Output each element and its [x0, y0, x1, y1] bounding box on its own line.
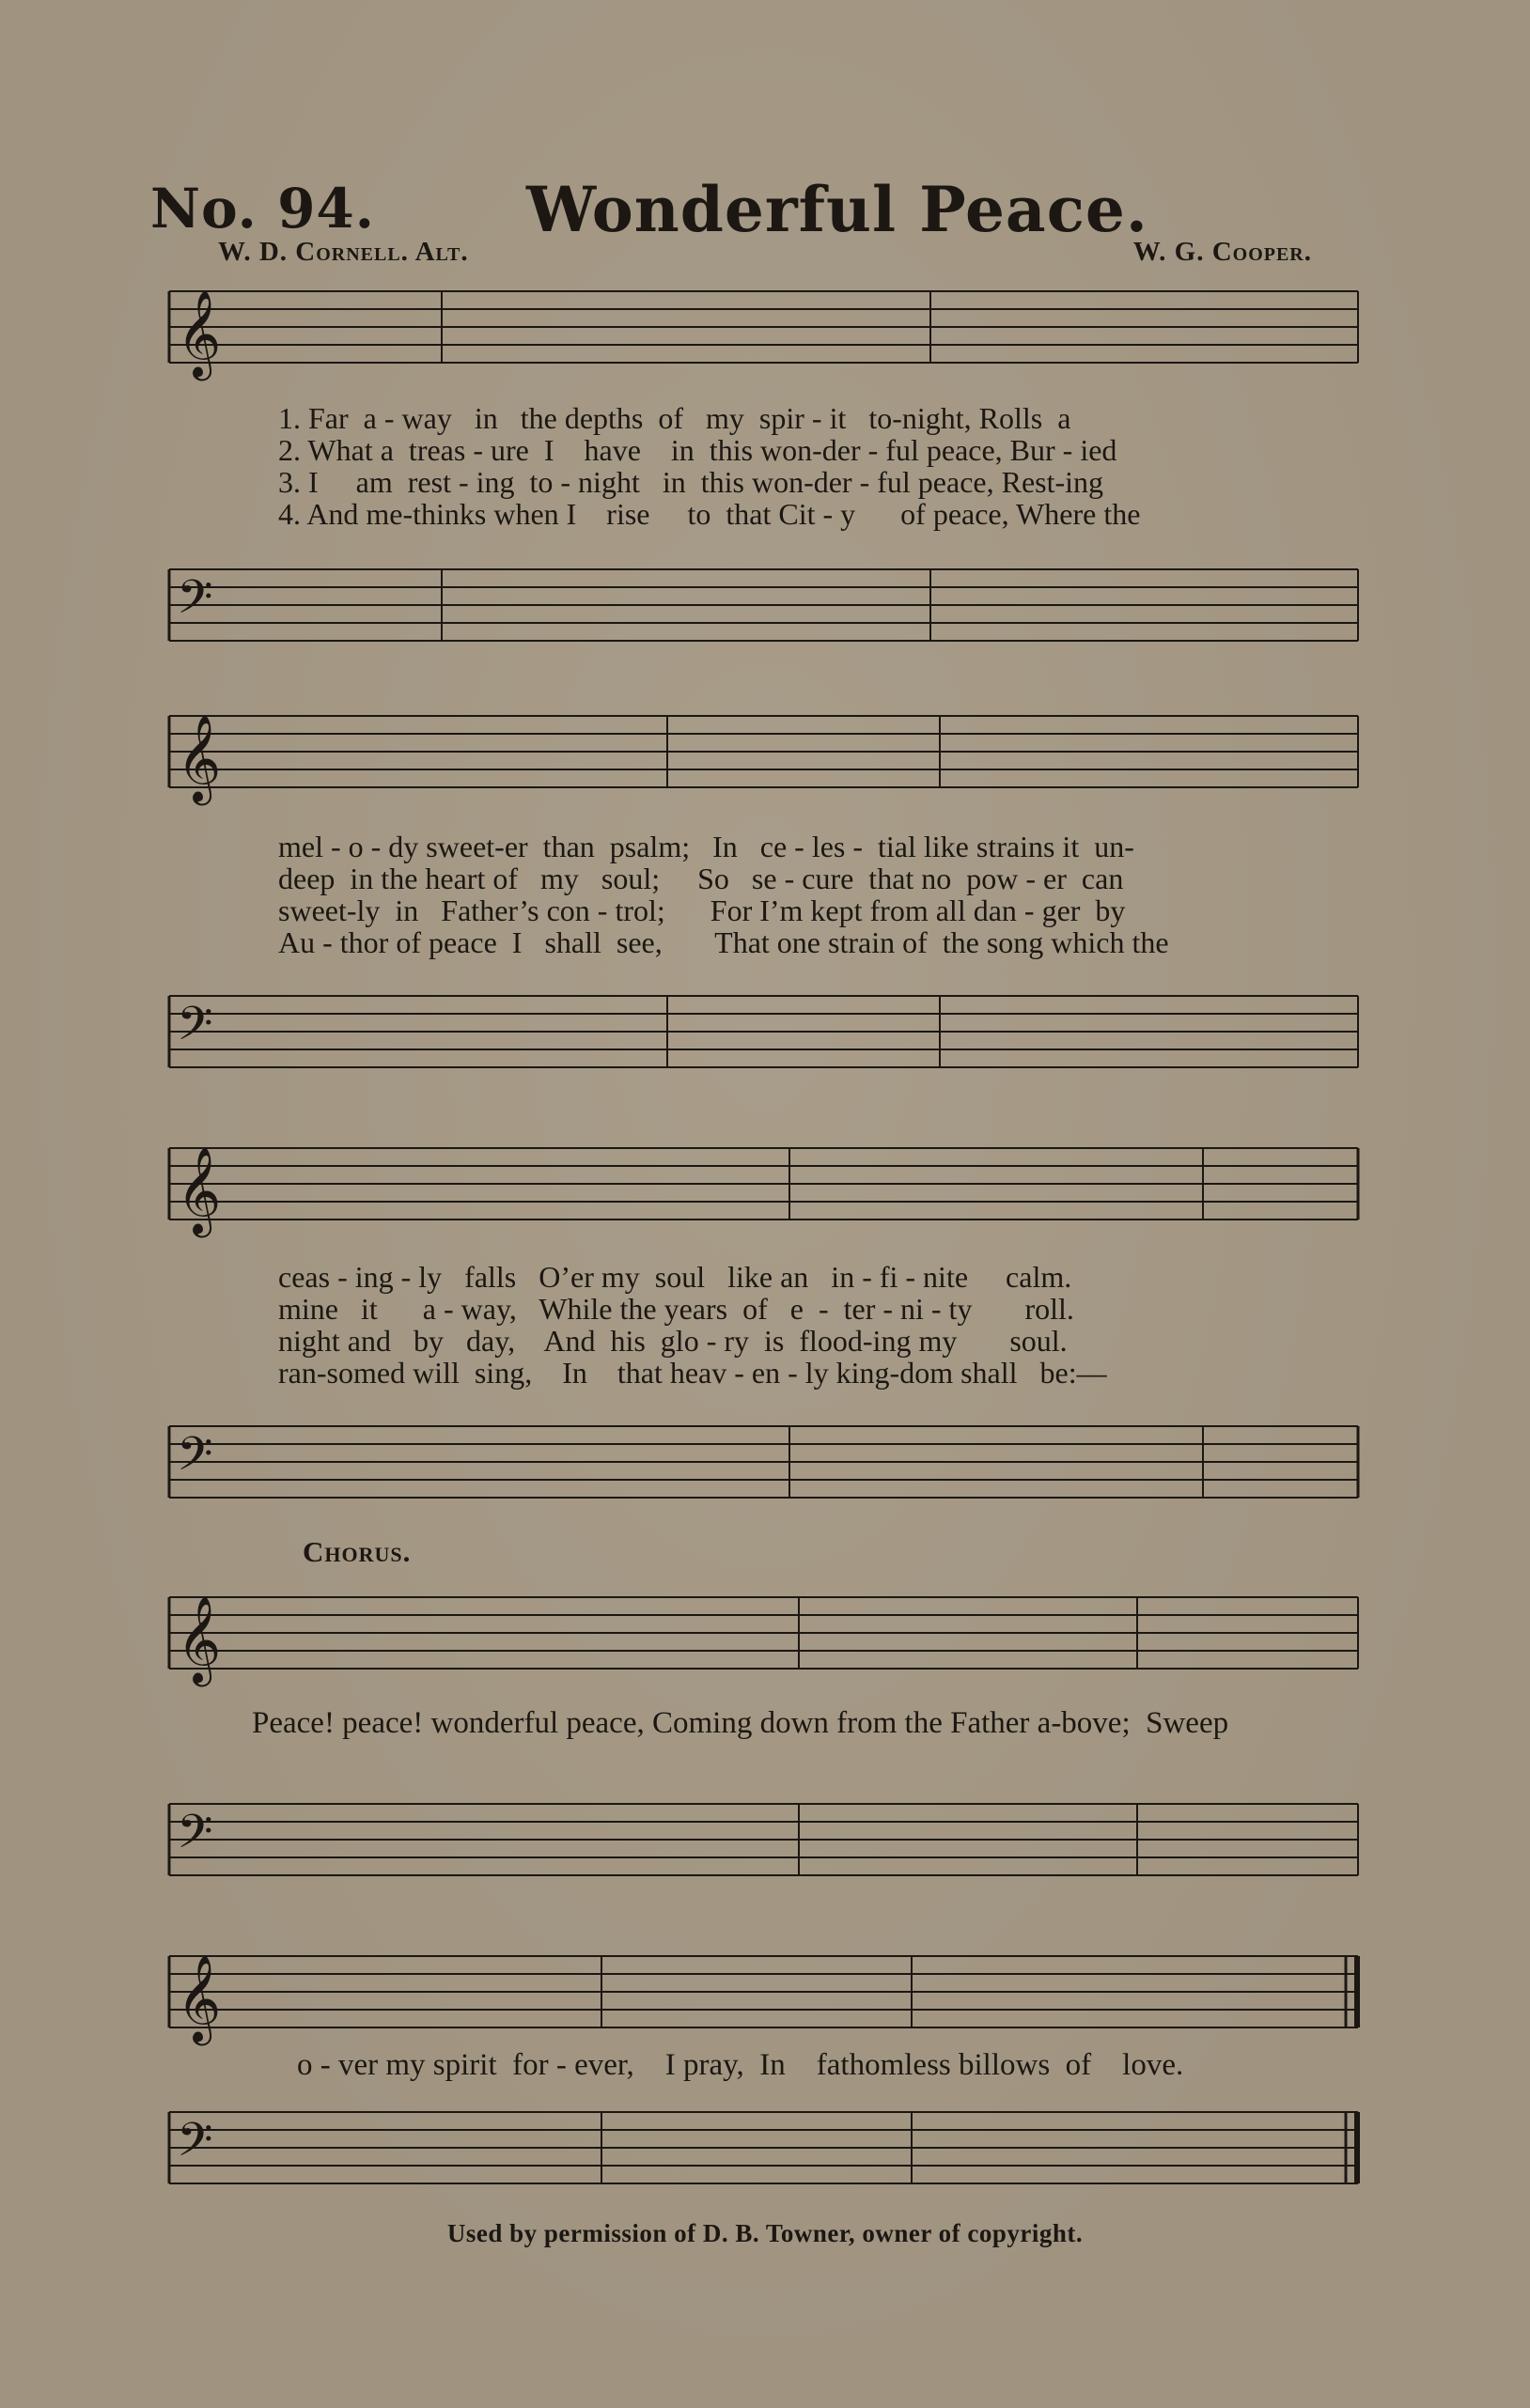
treble-staff-2: [160, 707, 1372, 800]
verse-3-line-1: 3. I am rest - ing to - night in this won-der - ful peace, Rest-ing: [278, 465, 1104, 499]
svg-text:𝄞: 𝄞: [177, 1146, 222, 1234]
verse-4-line-1: 4. And me-thinks when I rise to that Cit - y of peace, Where the: [278, 497, 1141, 531]
lyricist-credit: W. D. Cornell. Alt.: [218, 237, 469, 267]
svg-text:𝄢: 𝄢: [177, 1427, 213, 1493]
hymn-number: No. 94.: [150, 177, 375, 241]
treble-staff-3: [160, 1139, 1372, 1233]
svg-text:𝄢: 𝄢: [177, 2113, 213, 2179]
verse-2-line-1: 2. What a treas - ure I have in this won-der - ful peace, Bur - ied: [278, 433, 1117, 467]
hymn-title: Wonderful Peace.: [526, 173, 1148, 246]
bass-staff-chorus-2: [160, 2103, 1372, 2197]
system-2-verses: [278, 831, 1169, 958]
chorus-line-2: o - ver my spirit for - ever, I pray, In fathomless billows of love.: [297, 2048, 1184, 2082]
chorus-label: Chorus.: [303, 1535, 412, 1568]
svg-text:𝄞: 𝄞: [177, 1954, 222, 2042]
svg-text:𝄞: 𝄞: [177, 1595, 222, 1683]
svg-text:𝄢: 𝄢: [177, 1805, 213, 1871]
bass-staff-2: [160, 987, 1372, 1080]
bass-staff-1: [160, 560, 1372, 654]
treble-staff-1: [160, 282, 1372, 376]
svg-text:𝄞: 𝄞: [177, 714, 222, 801]
composer-credit: W. G. Cooper.: [1132, 237, 1312, 267]
verse-2-line-3: mine it a - way, While the years of e - ter - ni - ty roll.: [278, 1292, 1074, 1326]
svg-text:𝄢: 𝄢: [177, 570, 213, 636]
verse-3-line-2: sweet-ly in Father’s con - trol; For I’m kept from all dan - ger by: [278, 893, 1126, 927]
verse-4-line-2: Au - thor of peace I shall see, That one strain of the song which the: [278, 925, 1169, 959]
verse-4-line-3: ran-somed will sing, In that heav - en - ly king-dom shall be:—: [278, 1356, 1107, 1390]
svg-text:𝄢: 𝄢: [177, 997, 213, 1063]
verse-1-line-2: mel - o - dy sweet-er than psalm; In ce - les - tial like strains it un-: [278, 830, 1134, 863]
copyright-footer: Used by permission of D. B. Towner, owner of copyright.: [446, 2219, 1084, 2247]
verse-1-line-3: ceas - ing - ly falls O’er my soul like an in - fi - nite calm.: [278, 1260, 1072, 1294]
system-3-verses: [278, 1261, 1107, 1389]
bass-staff-chorus-1: [160, 1794, 1372, 1888]
verse-3-line-3: night and by day, And his glo - ry is flood-ing my soul.: [278, 1324, 1068, 1358]
chorus-line-1: Peace! peace! wonderful peace, Coming down from the Father a-bove; Sweep: [252, 1706, 1229, 1740]
system-1-verses: [278, 402, 1140, 530]
bass-staff-3: [160, 1417, 1372, 1511]
verse-1-line-1: 1. Far a - way in the depths of my spir - it to-night, Rolls a: [278, 401, 1071, 435]
treble-staff-chorus-1: [160, 1588, 1372, 1682]
verse-2-line-2: deep in the heart of my soul; So se - cure that no pow - er can: [278, 862, 1124, 895]
svg-text:𝄞: 𝄞: [177, 289, 222, 377]
treble-staff-chorus-2: [160, 1947, 1372, 2041]
